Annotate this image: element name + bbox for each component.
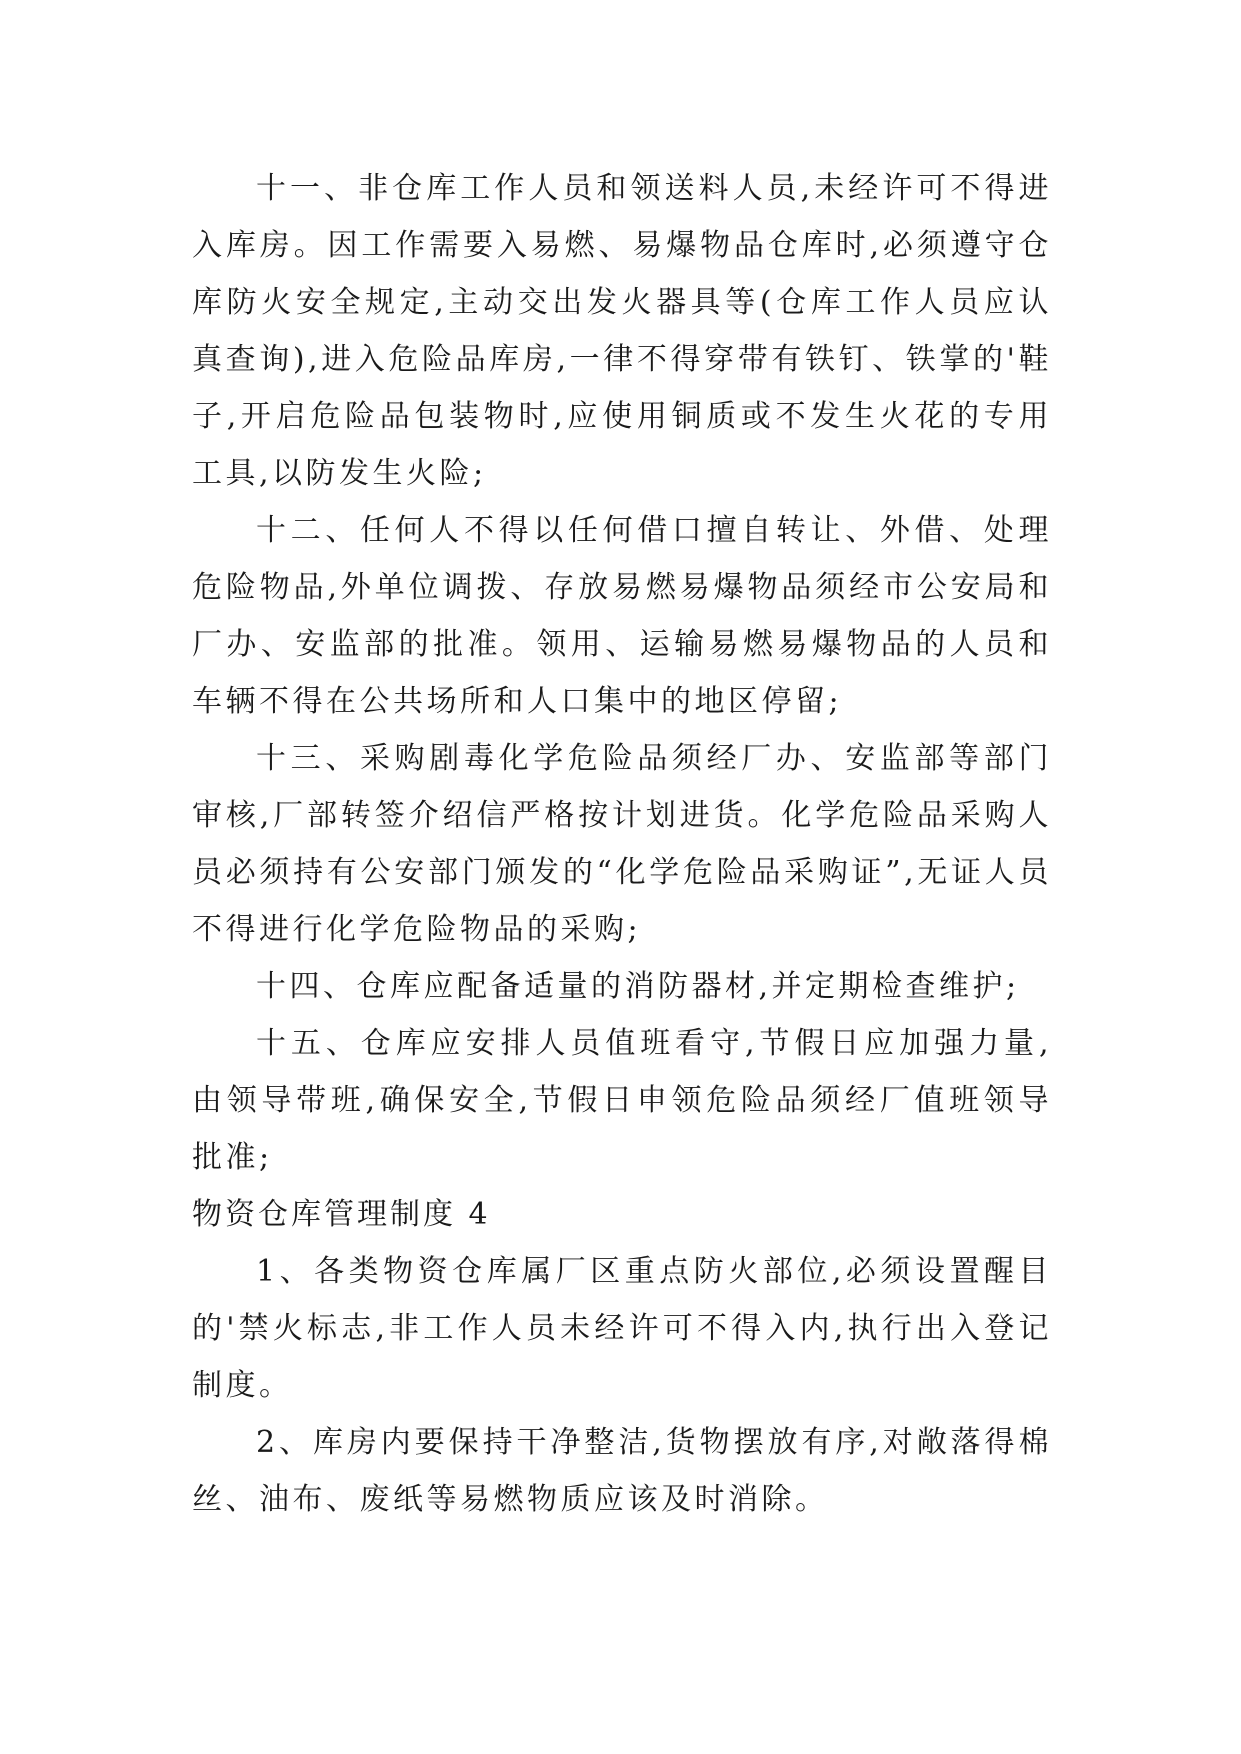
paragraph-13: 十三、采购剧毒化学危险品须经厂办、安监部等部门审核,厂部转签介绍信严格按计划进货。化学危险品采购人员必须持有公安部门颁发的“化学危险品采购证”,无证人员不得进行化学危险物品的采购; (192, 741, 1052, 947)
section-heading: 物资仓库管理制度 4 (192, 1197, 491, 1232)
paragraph-12: 十二、任何人不得以任何借口擅自转让、外借、处理危险物品,外单位调拨、存放易燃易爆物品须经市公安局和厂办、安监部的批准。领用、运输易燃易爆物品的人员和车辆不得在公共场所和人口集中的地区停留; (192, 513, 1052, 719)
paragraph-11: 十一、非仓库工作人员和领送料人员,未经许可不得进入库房。因工作需要入易燃、易爆物品仓库时,必须遵守仓库防火安全规定,主动交出发火器具等(仓库工作人员应认真查询),进入危险品库房,一律不得穿带有铁钉、铁掌的'鞋子,开启危险品包装物时,应使用铜质或不发生火花的专用工具,以防发生火险; (192, 171, 1052, 491)
paragraph-15: 十五、仓库应安排人员值班看守,节假日应加强力量,由领导带班,确保安全,节假日申领危险品须经厂值班领导批准; (192, 1026, 1052, 1175)
document-body (192, 160, 1052, 1528)
section-paragraph-2: 2、库房内要保持干净整洁,货物摆放有序,对敞落得棉丝、油布、废纸等易燃物质应该及时消除。 (192, 1425, 1052, 1517)
section-paragraph-1: 1、各类物资仓库属厂区重点防火部位,必须设置醒目的'禁火标志,非工作人员未经许可不得入内,执行出入登记制度。 (192, 1254, 1052, 1403)
paragraph-14: 十四、仓库应配备适量的消防器材,并定期检查维护; (256, 969, 1020, 1004)
